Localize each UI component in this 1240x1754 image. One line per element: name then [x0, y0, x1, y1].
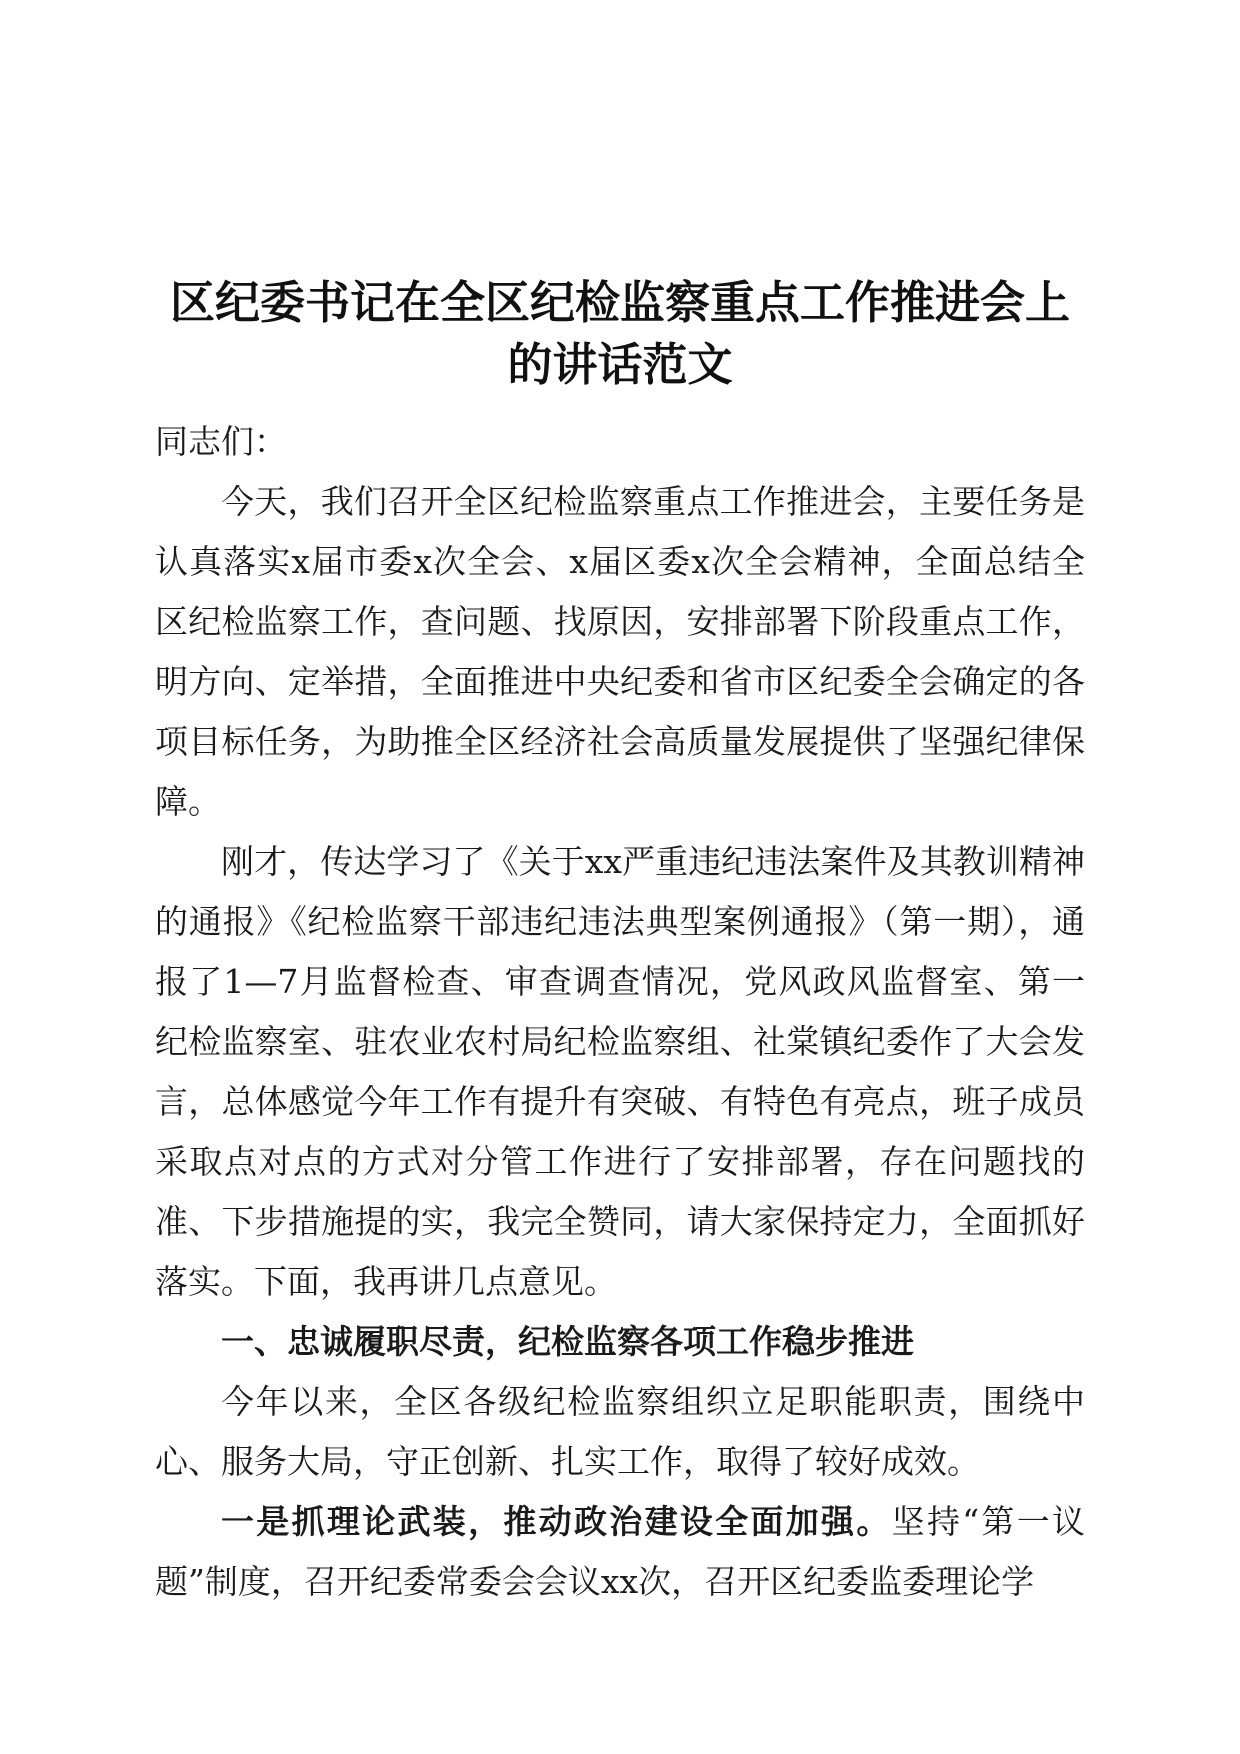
section-heading-1: 一、忠诚履职尽责，纪检监察各项工作稳步推进: [221, 1322, 914, 1361]
title-line-2: 的讲话范文: [507, 338, 733, 391]
document-title: [140, 272, 1100, 396]
paragraph-3: 今年以来，全区各级纪检监察组织立足职能职责，围绕中心、服务大局，守正创新、扎实工作，取得了较好成效。: [155, 1382, 1085, 1481]
paragraph-4: [155, 1492, 1085, 1612]
paragraph-1: 今天，我们召开全区纪检监察重点工作推进会，主要任务是认真落实x届市委x次全会、x届区委x次全会精神，全面总结全区纪检监察工作，查问题、找原因，安排部署下阶段重点工作，明方向、定举措，全面推进中央纪委和省市区纪委全会确定的各项目标任务，为助推全区经济社会高质量发展提供了坚强纪律保障。: [155, 482, 1085, 821]
title-line-1: 区纪委书记在全区纪检监察重点工作推进会上: [169, 276, 1070, 329]
paragraph-2: 刚才，传达学习了《关于xx严重违纪违法案件及其教训精神的通报》《纪检监察干部违纪违法典型案例通报》（第一期），通报了1—7月监督检查、审查调查情况，党风政风监督室、第一纪检监察室、驻农业农村局纪检监察组、社棠镇纪委作了大会发言，总体感觉今年工作有提升有突破、有特色有亮点，班子成员采取点对点的方式对分管工作进行了安排部署，存在问题找的准、下步措施提的实，我完全赞同，请大家保持定力，全面抓好落实。下面，我再讲几点意见。: [155, 842, 1085, 1301]
paragraph-4-text: 坚持“第一议题”制度，召开纪委常委会会议xx次，召开区纪委监委理论学: [155, 1502, 1085, 1601]
salutation: 同志们：: [155, 422, 287, 461]
paragraph-4-lead: 一是抓理论武装，推动政治建设全面加强。: [221, 1502, 892, 1541]
document-body: [155, 412, 1085, 1612]
